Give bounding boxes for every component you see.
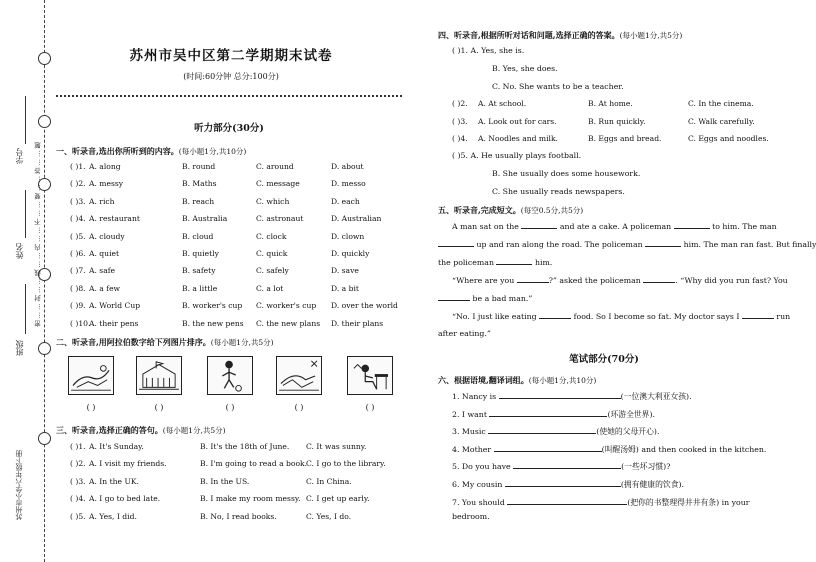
option-b[interactable]: B. quietly: [182, 249, 219, 258]
divider: [56, 93, 402, 97]
section-3-heading: [56, 425, 226, 436]
item-prompt: 6. My cousin: [452, 480, 503, 489]
option-b[interactable]: B. round: [182, 162, 216, 171]
binding-strip: [0, 0, 56, 562]
section-5-heading: [438, 205, 583, 216]
q4-1-option-a[interactable]: ( )1. A. Yes, she is.: [452, 46, 525, 55]
option-b[interactable]: B. I'm going to read a book.: [200, 459, 308, 469]
option-b[interactable]: B. safety: [182, 266, 216, 276]
option-c[interactable]: C. a lot: [256, 283, 284, 293]
section-hint: (每小题1分,共10分): [178, 147, 247, 156]
picture-1-answer[interactable]: ( ): [86, 403, 96, 412]
option-b[interactable]: B. reach: [182, 196, 215, 206]
option-a[interactable]: A. their pens: [89, 318, 139, 328]
option-a[interactable]: A. World Cup: [89, 301, 141, 311]
section-1-heading: [56, 146, 246, 157]
binding-hole: [38, 342, 51, 355]
option-a[interactable]: A. It's Sunday.: [89, 442, 144, 451]
option-b[interactable]: B. I make my room messy.: [200, 494, 301, 504]
translation-item: [452, 497, 749, 508]
question-row: [56, 197, 402, 209]
option-a[interactable]: A. I go to bed late.: [89, 494, 161, 504]
option-c[interactable]: C. I get up early.: [306, 494, 370, 504]
answer-blank[interactable]: [488, 426, 596, 434]
blank-1[interactable]: [521, 221, 557, 229]
translation-item: [452, 444, 766, 455]
blank-9[interactable]: [539, 311, 571, 319]
class-blank[interactable]: [25, 284, 26, 334]
question-row: [418, 117, 790, 129]
passage-line-7: after eating.”: [438, 329, 491, 338]
item-prompt: 5. Do you have: [452, 462, 511, 472]
option-b[interactable]: B. cloud: [182, 231, 214, 241]
option-d[interactable]: D. messo: [331, 179, 366, 189]
option-a[interactable]: A. messy: [89, 179, 124, 189]
item-prompt: 7. You should: [452, 497, 505, 507]
question-row: [56, 284, 402, 296]
item-prompt: 3. Music: [452, 427, 486, 437]
passage-line-5: be a bad man.”: [438, 293, 532, 303]
question-row: [56, 162, 402, 174]
blank-6[interactable]: [517, 275, 549, 283]
passage-line-6: “No. I just like eating food. So I become so fat. My doctor says I run: [452, 312, 791, 321]
left-column: [56, 0, 402, 562]
option-a[interactable]: A. Noodles and milk.: [478, 134, 558, 143]
blank-10[interactable]: [742, 311, 774, 319]
option-c[interactable]: C. In China.: [306, 476, 352, 486]
option-c[interactable]: C. which: [256, 196, 290, 206]
translation-item: [452, 479, 684, 490]
question-number: ( )8.: [70, 283, 86, 293]
question-row: [56, 512, 402, 524]
question-row: [56, 477, 402, 489]
item-prompt: 2. I want: [452, 409, 487, 419]
option-b[interactable]: B. Run quickly.: [588, 116, 646, 126]
question-number: ( )4.: [70, 214, 86, 224]
option-b[interactable]: B. Eggs and bread.: [588, 134, 662, 143]
picture-1: [68, 356, 114, 395]
blank-8[interactable]: [438, 293, 470, 301]
section-title: 二、听录音,用阿拉伯数字给下列图片排序。: [56, 337, 211, 347]
option-a[interactable]: A. rich: [89, 196, 115, 206]
lying-man-icon: [69, 357, 113, 394]
label-class: 班级: [15, 340, 24, 356]
answer-blank[interactable]: [513, 461, 621, 469]
answer-blank[interactable]: [499, 391, 621, 399]
item-hint: (叫醒汤姆) and then cooked in the kitchen.: [601, 444, 767, 454]
option-c[interactable]: C. It was sunny.: [306, 442, 367, 451]
binding-hole: [38, 52, 51, 65]
blank-2[interactable]: [674, 221, 710, 229]
question-row: [56, 459, 402, 471]
option-c[interactable]: C. astronaut: [256, 214, 304, 224]
question-number: ( )3.: [452, 116, 468, 126]
page-title: 苏州市吴中区第二学期期末试卷: [129, 48, 333, 64]
section-4-heading: [438, 30, 682, 41]
option-a[interactable]: A. along: [89, 162, 121, 171]
option-c[interactable]: C. around: [256, 162, 294, 171]
translation-item: [452, 409, 655, 420]
blank-5[interactable]: [496, 257, 532, 265]
option-b[interactable]: B. At home.: [588, 99, 633, 108]
translation-item: [452, 426, 659, 437]
question-row: [56, 179, 402, 191]
section-hint: (每小题1分,共10分): [528, 376, 597, 385]
section-title: 三、听录音,选择正确的答句。: [56, 425, 163, 435]
question-row: [56, 214, 402, 226]
option-b[interactable]: B. In the US.: [200, 476, 250, 486]
question-row: [56, 266, 402, 278]
item-hint: (环游全世界).: [607, 409, 655, 419]
item-hint: (把你的书整理得井井有条) in your: [627, 497, 750, 507]
option-a[interactable]: A. safe: [89, 266, 116, 276]
picture-2: [136, 356, 182, 395]
option-d[interactable]: D. a bit: [331, 283, 359, 293]
question-number: ( )2.: [70, 459, 86, 469]
option-c[interactable]: C. message: [256, 179, 300, 189]
item-prompt: 1. Nancy is: [452, 392, 497, 401]
picture-2-answer[interactable]: ( ): [154, 403, 164, 412]
question-number: ( )2.: [452, 99, 468, 108]
question-row: [56, 319, 402, 331]
answer-blank[interactable]: [494, 444, 602, 452]
name-blank[interactable]: [25, 190, 26, 238]
blank-7[interactable]: [643, 275, 675, 283]
option-c[interactable]: C. safely: [256, 266, 289, 276]
question-number: ( )4.: [70, 494, 86, 504]
q4-1-option-c[interactable]: C. No. She wants to be a teacher.: [492, 82, 624, 91]
q4-5-option-c[interactable]: C. She usually reads newspapers.: [492, 187, 625, 196]
label-name: 姓名: [15, 243, 24, 259]
option-a[interactable]: A. quiet: [89, 249, 120, 258]
option-d[interactable]: D. quickly: [331, 249, 370, 258]
question-number: ( )1.: [70, 162, 86, 171]
item-hint: (拥有健康的饮食).: [620, 480, 685, 489]
option-b[interactable]: B. No, I read books.: [200, 511, 277, 521]
option-b[interactable]: B. It's the 18th of June.: [200, 442, 290, 451]
option-d[interactable]: D. clown: [331, 231, 365, 241]
answer-blank[interactable]: [507, 497, 627, 505]
translation-item: [452, 461, 670, 472]
listening-part-heading: 听力部分(30分): [194, 123, 264, 134]
option-c[interactable]: C. Eggs and noodles.: [688, 134, 769, 143]
option-a[interactable]: A. I visit my friends.: [89, 459, 167, 469]
right-column: [418, 0, 816, 562]
section-hint: (每空0.5分,共5分): [520, 206, 584, 215]
person-at-desk-icon: [348, 357, 392, 394]
option-d[interactable]: D. save: [331, 266, 359, 276]
passage-line-2: up and ran along the road. The policeman him. The man ran fast. But finally: [438, 239, 816, 249]
item-hint: (使她的父母开心).: [596, 427, 660, 437]
item-hint: (一些坏习惯)?: [621, 462, 671, 472]
building-icon: [137, 357, 181, 394]
option-a[interactable]: A. cloudy: [89, 231, 125, 241]
section-title: 一、听录音,选出你所听到的内容。: [56, 146, 179, 156]
option-a[interactable]: A. a few: [89, 283, 121, 293]
option-a[interactable]: A. restaurant: [89, 214, 140, 224]
boy-football-icon: [208, 357, 252, 394]
question-row: [418, 99, 790, 111]
question-number: ( )3.: [70, 196, 86, 206]
student-id-blank[interactable]: [25, 96, 26, 144]
question-row: [56, 301, 402, 313]
exam-info: (时间:60分钟 总分:100分): [183, 72, 279, 81]
question-row: [56, 494, 402, 506]
q4-5-option-a[interactable]: ( )5. A. He usually plays football.: [452, 151, 582, 160]
option-c[interactable]: C. In the cinema.: [688, 99, 754, 108]
section-hint: (每小题1分,共5分): [210, 338, 274, 347]
option-d[interactable]: D. over the world: [331, 301, 398, 311]
translation-item: [452, 391, 692, 402]
option-c[interactable]: C. the new plans: [256, 318, 321, 328]
binding-hole: [38, 115, 51, 128]
passage-line-3: the policeman him.: [438, 258, 553, 267]
option-a[interactable]: A. Look out for cars.: [478, 116, 557, 126]
section-hint: (每小题1分,共5分): [619, 31, 683, 40]
option-c[interactable]: C. I go to the library.: [306, 459, 386, 469]
blank-4[interactable]: [645, 239, 681, 247]
question-number: ( )5.: [70, 511, 86, 521]
blank-3[interactable]: [438, 239, 474, 247]
question-number: ( )9.: [70, 301, 86, 311]
option-b[interactable]: B. Australia: [182, 214, 228, 224]
section-title: 四、听录音,根据所听对话和问题,选择正确的答案。: [438, 30, 620, 40]
section-title: 五、听录音,完成短文。: [438, 205, 521, 215]
section-2-heading: [56, 337, 274, 348]
question-row: [56, 232, 402, 244]
question-row: [56, 442, 402, 454]
option-b[interactable]: B. worker's cup: [182, 301, 243, 311]
answer-blank[interactable]: [505, 479, 621, 487]
section-hint: (每小题1分,共5分): [162, 426, 226, 435]
option-d[interactable]: D. about: [331, 162, 364, 171]
picture-4-answer[interactable]: ( ): [294, 403, 304, 412]
picture-5: [347, 356, 393, 395]
picture-3-answer[interactable]: ( ): [225, 403, 235, 412]
question-number: ( )5.: [70, 231, 86, 241]
option-a[interactable]: A. Yes, I did.: [89, 511, 137, 521]
label-student-id: 学号: [15, 148, 24, 164]
section-title: 六、根据语境,翻译词组。: [438, 375, 529, 385]
option-d[interactable]: D. Australian: [331, 214, 382, 224]
passage-line-1: A man sat on the and ate a cake. A policeman to him. The man: [452, 222, 777, 231]
picture-4: [276, 356, 322, 395]
item-prompt: 4. Mother: [452, 444, 492, 454]
question-number: ( )6.: [70, 249, 86, 258]
picture-5-answer[interactable]: ( ): [365, 403, 375, 412]
passage-line-4: “Where are you ?” asked the policeman . “Why did you run fast? You: [452, 276, 788, 285]
item-hint: (一位澳大利亚女孩).: [620, 392, 692, 401]
sign-icon: [277, 357, 321, 394]
option-d[interactable]: D. their plans: [331, 318, 384, 328]
option-b[interactable]: B. a little: [182, 283, 218, 293]
question-row: [418, 134, 790, 146]
binding-hole: [38, 432, 51, 445]
option-d[interactable]: D. each: [331, 196, 360, 206]
answer-blank[interactable]: [489, 409, 607, 417]
q4-1-option-b[interactable]: B. Yes, she does.: [492, 64, 558, 73]
question-number: ( )4.: [452, 134, 468, 143]
section-6-last-line: bedroom.: [452, 512, 490, 521]
question-number: ( )7.: [70, 266, 86, 276]
seal-line: [44, 0, 45, 562]
section-6-heading: [438, 375, 596, 386]
question-number: ( )10.: [70, 318, 91, 328]
question-number: ( )2.: [70, 179, 86, 189]
option-b[interactable]: B. the new pens: [182, 318, 244, 328]
option-c[interactable]: C. clock: [256, 231, 287, 241]
binding-footer: 苏州市小学六年级下册: [15, 450, 23, 520]
option-c[interactable]: C. worker's cup: [256, 301, 317, 311]
question-number: ( )1.: [70, 442, 86, 451]
writing-part-heading: 笔试部分(70分): [569, 354, 639, 365]
option-a[interactable]: A. At school.: [478, 99, 527, 108]
option-c[interactable]: C. Walk carefully.: [688, 116, 755, 126]
seal-warning: 密……封……线……内……不……要……答……题: [34, 140, 42, 327]
option-b[interactable]: B. Maths: [182, 179, 217, 189]
q4-5-option-b[interactable]: B. She usually does some housework.: [492, 169, 641, 178]
option-c[interactable]: C. quick: [256, 249, 288, 258]
option-a[interactable]: A. In the UK.: [89, 476, 139, 486]
option-c[interactable]: C. Yes, I do.: [306, 511, 352, 521]
question-row: [56, 249, 402, 261]
question-number: ( )3.: [70, 476, 86, 486]
picture-3: [207, 356, 253, 395]
